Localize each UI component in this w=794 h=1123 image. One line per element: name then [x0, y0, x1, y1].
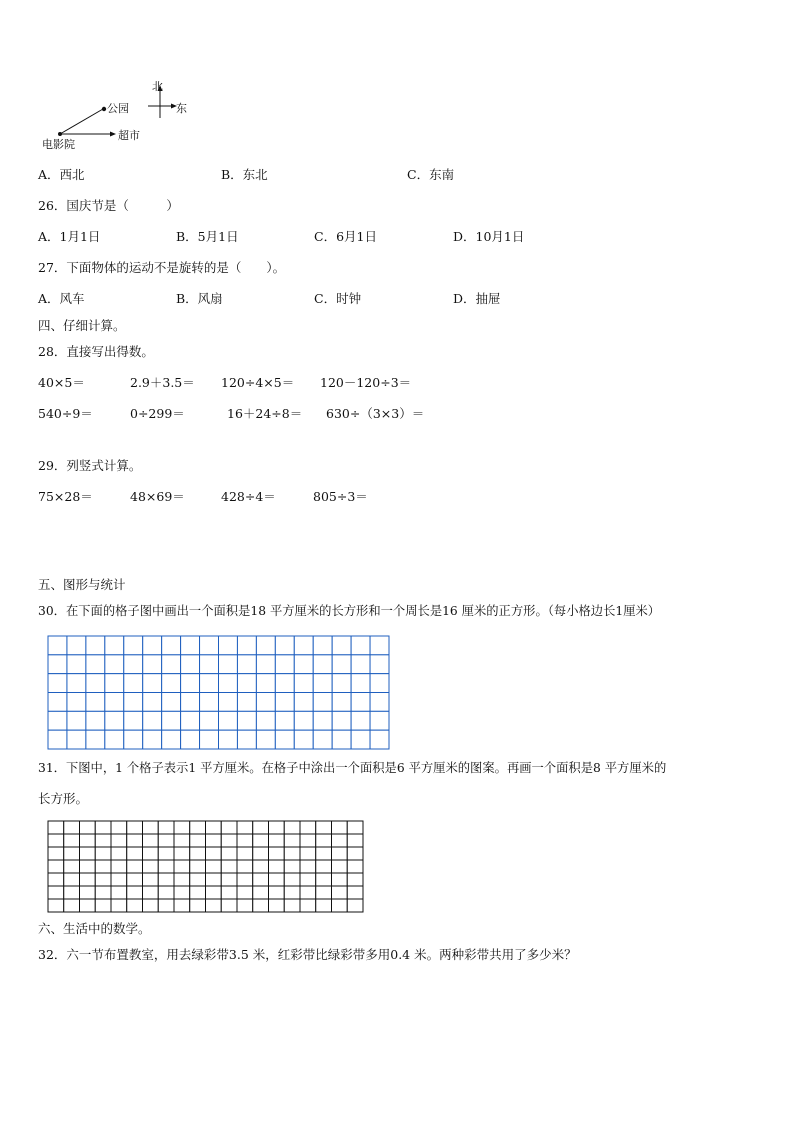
q31-grid-cell[interactable] — [237, 899, 253, 912]
q30-grid-cell[interactable] — [332, 674, 351, 693]
q30-grid-cell[interactable] — [105, 655, 124, 674]
q31-grid-cell[interactable] — [143, 847, 159, 860]
section-6-title: 六、生活中的数学。 — [38, 921, 151, 936]
q31-grid-cell[interactable] — [347, 847, 363, 860]
q30-grid-cell[interactable] — [332, 711, 351, 730]
q30-grid-cell[interactable] — [86, 711, 105, 730]
q31-grid-cell[interactable] — [127, 821, 143, 834]
q31-grid-cell[interactable] — [269, 886, 285, 899]
q30-grid-cell[interactable] — [86, 655, 105, 674]
q31-grid-cell[interactable] — [143, 834, 159, 847]
q30-grid-cell[interactable] — [219, 674, 238, 693]
section-4-title: 四、仔细计算。 — [38, 318, 126, 333]
q30-grid[interactable] — [47, 635, 390, 750]
q31-grid-cell[interactable] — [95, 821, 111, 834]
q30-grid-cell[interactable] — [48, 711, 67, 730]
q31-grid-cell[interactable] — [190, 873, 206, 886]
q31-grid-cell[interactable] — [143, 886, 159, 899]
q30-grid-cell[interactable] — [256, 711, 275, 730]
park-label: 公园 — [107, 102, 129, 115]
q30-grid-cell[interactable] — [200, 655, 219, 674]
q31-grid-cell[interactable] — [300, 834, 316, 847]
section-5-title: 五、图形与统计 — [38, 577, 126, 592]
q26-stem: 26．国庆节是（ ） — [38, 198, 179, 213]
q31-grid-cell[interactable] — [284, 834, 300, 847]
q30-grid-cell[interactable] — [370, 636, 389, 655]
q30-grid-cell[interactable] — [219, 693, 238, 712]
q30-grid-cell[interactable] — [143, 655, 162, 674]
east-label: 东 — [176, 102, 187, 115]
q31-grid-cell[interactable] — [95, 834, 111, 847]
q31-grid-cell[interactable] — [300, 821, 316, 834]
q31-grid-cell[interactable] — [206, 821, 222, 834]
q30-grid-cell[interactable] — [370, 730, 389, 749]
q27-option-c: C．时钟 — [314, 291, 362, 306]
q31-grid-cell[interactable] — [158, 834, 174, 847]
q28-item-6: 0÷299＝ — [130, 406, 185, 421]
q26-option-d: D．10月1日 — [453, 229, 525, 244]
q30-grid-cell[interactable] — [370, 655, 389, 674]
q31-grid-cell[interactable] — [48, 873, 64, 886]
q30-grid-cell[interactable] — [162, 674, 181, 693]
q31-grid-cell[interactable] — [332, 847, 348, 860]
q30-grid-cell[interactable] — [294, 636, 313, 655]
q31-grid-cell[interactable] — [253, 834, 269, 847]
q31-stem-line1: 31．下图中，1 个格子表示1 平方厘米。在格子中涂出一个面积是6 平方厘米的图案。再画一个面积是8 平方厘米的 — [38, 761, 667, 775]
q31-grid-cell[interactable] — [269, 873, 285, 886]
q31-grid-cell[interactable] — [158, 873, 174, 886]
q31-grid-cell[interactable] — [64, 873, 80, 886]
q27-option-b: B．风扇 — [176, 291, 223, 306]
q30-grid-cell[interactable] — [313, 730, 332, 749]
q31-grid-cell[interactable] — [111, 886, 127, 899]
q30-grid-cell[interactable] — [86, 636, 105, 655]
q31-grid-cell[interactable] — [316, 899, 332, 912]
q30-grid-cell[interactable] — [48, 636, 67, 655]
q30-grid-cell[interactable] — [351, 730, 370, 749]
q31-grid-cell[interactable] — [64, 821, 80, 834]
q31-grid-cell[interactable] — [284, 873, 300, 886]
q31-grid-cell[interactable] — [127, 899, 143, 912]
q31-grid-cell[interactable] — [316, 873, 332, 886]
q31-grid-cell[interactable] — [269, 899, 285, 912]
q27-stem: 27．下面物体的运动不是旋转的是（ ）。 — [38, 260, 286, 275]
q30-grid-cell[interactable] — [86, 674, 105, 693]
q31-grid-cell[interactable] — [143, 873, 159, 886]
q30-grid-cell[interactable] — [219, 730, 238, 749]
q31-grid-cell[interactable] — [347, 821, 363, 834]
q31-grid-cell[interactable] — [253, 899, 269, 912]
q30-grid-cell[interactable] — [143, 674, 162, 693]
q30-grid-cell[interactable] — [181, 711, 200, 730]
q31-grid-cell[interactable] — [158, 899, 174, 912]
q30-grid-cell[interactable] — [200, 674, 219, 693]
q31-grid-cell[interactable] — [206, 873, 222, 886]
q32-stem: 32．六一节布置教室，用去绿彩带3.5 米，红彩带比绿彩带多用0.4 米。两种彩带共用了多少米？ — [38, 947, 577, 962]
q28-item-7: 16＋24÷8＝ — [227, 406, 303, 421]
cinema-label: 电影院 — [42, 138, 75, 151]
q30-grid-cell[interactable] — [124, 693, 143, 712]
q29-stem: 29．列竖式计算。 — [38, 458, 142, 473]
q30-grid-cell[interactable] — [332, 730, 351, 749]
q30-grid-cell[interactable] — [313, 655, 332, 674]
q30-grid-cell[interactable] — [181, 674, 200, 693]
q30-grid-cell[interactable] — [124, 655, 143, 674]
north-label: 北 — [152, 80, 163, 93]
q31-grid-cell[interactable] — [111, 834, 127, 847]
q30-grid-cell[interactable] — [67, 730, 86, 749]
q30-grid-cell[interactable] — [275, 711, 294, 730]
q31-grid-cell[interactable] — [127, 886, 143, 899]
supermarket-label: 超市 — [118, 129, 140, 142]
q30-grid-cell[interactable] — [162, 655, 181, 674]
q30-grid-cell[interactable] — [275, 693, 294, 712]
q30-grid-cell[interactable] — [200, 636, 219, 655]
q30-grid-cell[interactable] — [256, 655, 275, 674]
q29-item-4: 805÷3＝ — [313, 489, 368, 504]
q30-grid-cell[interactable] — [237, 674, 256, 693]
q31-grid-cell[interactable] — [237, 860, 253, 873]
q30-grid-cell[interactable] — [200, 730, 219, 749]
q31-grid-cell[interactable] — [347, 834, 363, 847]
q30-grid-cell[interactable] — [275, 636, 294, 655]
q31-grid-cell[interactable] — [158, 821, 174, 834]
q30-grid-cell[interactable] — [256, 693, 275, 712]
q31-grid-cell[interactable] — [48, 834, 64, 847]
q29-item-1: 75×28＝ — [38, 489, 93, 504]
q31-grid-cell[interactable] — [253, 847, 269, 860]
q31-grid-cell[interactable] — [80, 873, 96, 886]
q26-option-a: A．1月1日 — [38, 229, 101, 244]
q30-grid-cell[interactable] — [67, 711, 86, 730]
q30-grid-cell[interactable] — [200, 711, 219, 730]
q31-grid-cell[interactable] — [316, 834, 332, 847]
q31-grid-cell[interactable] — [347, 860, 363, 873]
q30-grid-cell[interactable] — [256, 674, 275, 693]
q31-grid-cell[interactable] — [221, 834, 237, 847]
q25-option-c: C．东南 — [407, 167, 455, 182]
q31-grid-cell[interactable] — [300, 873, 316, 886]
q31-grid-cell[interactable] — [111, 899, 127, 912]
q30-grid-cell[interactable] — [237, 693, 256, 712]
q31-grid-cell[interactable] — [158, 847, 174, 860]
q31-grid-cell[interactable] — [64, 834, 80, 847]
q27-option-d: D．抽屉 — [453, 291, 501, 306]
q31-grid-cell[interactable] — [237, 834, 253, 847]
q31-grid-cell[interactable] — [284, 886, 300, 899]
q30-stem: 30．在下面的格子图中画出一个面积是18 平方厘米的长方形和一个周长是16 厘米的正方形。（每小格边长1厘米） — [38, 604, 661, 618]
q31-grid-cell[interactable] — [111, 873, 127, 886]
q31-grid-cell[interactable] — [174, 847, 190, 860]
q30-grid-cell[interactable] — [67, 655, 86, 674]
q31-grid-cell[interactable] — [253, 860, 269, 873]
q30-grid-cell[interactable] — [105, 730, 124, 749]
q31-grid-cell[interactable] — [127, 873, 143, 886]
q31-grid-cell[interactable] — [332, 834, 348, 847]
q30-grid-cell[interactable] — [332, 636, 351, 655]
q30-grid-cell[interactable] — [237, 711, 256, 730]
q30-grid-cell[interactable] — [294, 674, 313, 693]
q29-item-3: 428÷4＝ — [221, 489, 276, 504]
q31-grid-cell[interactable] — [206, 899, 222, 912]
q31-grid-cell[interactable] — [221, 873, 237, 886]
q31-grid-cell[interactable] — [332, 899, 348, 912]
q31-grid-cell[interactable] — [347, 873, 363, 886]
q31-grid-cell[interactable] — [48, 847, 64, 860]
q31-grid[interactable] — [47, 820, 364, 913]
q30-grid-cell[interactable] — [313, 693, 332, 712]
q31-grid-cell[interactable] — [64, 847, 80, 860]
q31-grid-cell[interactable] — [253, 886, 269, 899]
q30-grid-cell[interactable] — [275, 674, 294, 693]
q30-grid-cell[interactable] — [162, 730, 181, 749]
q31-grid-cell[interactable] — [111, 821, 127, 834]
q31-grid-cell[interactable] — [143, 821, 159, 834]
q30-grid-cell[interactable] — [48, 730, 67, 749]
q31-grid-cell[interactable] — [284, 847, 300, 860]
q30-grid-cell[interactable] — [181, 655, 200, 674]
q30-grid-cell[interactable] — [294, 655, 313, 674]
q31-grid-cell[interactable] — [48, 886, 64, 899]
q31-grid-cell[interactable] — [300, 899, 316, 912]
q30-grid-cell[interactable] — [332, 655, 351, 674]
q31-grid-cell[interactable] — [80, 886, 96, 899]
q31-grid-cell[interactable] — [316, 886, 332, 899]
q30-grid-cell[interactable] — [275, 655, 294, 674]
q28-stem: 28．直接写出得数。 — [38, 344, 154, 359]
q30-grid-cell[interactable] — [351, 693, 370, 712]
q31-grid-cell[interactable] — [127, 834, 143, 847]
q31-grid-cell[interactable] — [221, 860, 237, 873]
q30-grid-cell[interactable] — [351, 636, 370, 655]
q31-grid-cell[interactable] — [221, 886, 237, 899]
q30-grid-cell[interactable] — [162, 636, 181, 655]
q30-grid-cell[interactable] — [86, 693, 105, 712]
q31-grid-cell[interactable] — [190, 886, 206, 899]
q31-grid-cell[interactable] — [221, 821, 237, 834]
q31-grid-cell[interactable] — [48, 821, 64, 834]
q31-grid-cell[interactable] — [127, 860, 143, 873]
q30-grid-cell[interactable] — [105, 674, 124, 693]
q30-grid-cell[interactable] — [181, 693, 200, 712]
q31-grid-cell[interactable] — [332, 860, 348, 873]
q31-grid-cell[interactable] — [190, 834, 206, 847]
q30-grid-cell[interactable] — [124, 730, 143, 749]
q31-grid-cell[interactable] — [95, 886, 111, 899]
q30-grid-cell[interactable] — [181, 636, 200, 655]
direction-map — [36, 76, 206, 156]
q30-grid-cell[interactable] — [351, 674, 370, 693]
q26-option-b: B．5月1日 — [176, 229, 239, 244]
q31-grid-cell[interactable] — [143, 899, 159, 912]
q31-grid-cell[interactable] — [332, 873, 348, 886]
q31-grid-cell[interactable] — [253, 821, 269, 834]
q30-grid-cell[interactable] — [124, 674, 143, 693]
q31-grid-cell[interactable] — [237, 873, 253, 886]
q30-grid-cell[interactable] — [294, 711, 313, 730]
q31-grid-cell[interactable] — [64, 899, 80, 912]
q31-grid-cell[interactable] — [206, 886, 222, 899]
q30-grid-cell[interactable] — [275, 730, 294, 749]
q30-grid-cell[interactable] — [370, 674, 389, 693]
q30-grid-cell[interactable] — [124, 636, 143, 655]
q30-grid-cell[interactable] — [48, 674, 67, 693]
q31-grid-cell[interactable] — [111, 847, 127, 860]
q31-grid-cell[interactable] — [269, 847, 285, 860]
q31-grid-cell[interactable] — [95, 873, 111, 886]
q30-grid-cell[interactable] — [370, 693, 389, 712]
q28-item-8: 630÷（3×3）＝ — [326, 406, 425, 421]
q31-grid-cell[interactable] — [221, 847, 237, 860]
q30-grid-cell[interactable] — [256, 636, 275, 655]
q31-grid-cell[interactable] — [300, 860, 316, 873]
q30-grid-cell[interactable] — [86, 730, 105, 749]
q30-grid-cell[interactable] — [200, 693, 219, 712]
q31-stem-line2: 长方形。 — [38, 791, 89, 806]
q30-grid-cell[interactable] — [143, 693, 162, 712]
q30-grid-cell[interactable] — [313, 636, 332, 655]
q25-option-a: A．西北 — [38, 167, 85, 182]
q31-grid-cell[interactable] — [206, 847, 222, 860]
q30-grid-cell[interactable] — [219, 655, 238, 674]
q30-grid-cell[interactable] — [105, 693, 124, 712]
q30-grid-cell[interactable] — [351, 655, 370, 674]
q31-grid-cell[interactable] — [332, 886, 348, 899]
q31-grid-cell[interactable] — [174, 821, 190, 834]
q31-grid-cell[interactable] — [206, 860, 222, 873]
q30-grid-cell[interactable] — [162, 693, 181, 712]
q31-grid-cell[interactable] — [64, 860, 80, 873]
q31-grid-cell[interactable] — [48, 899, 64, 912]
q31-grid-cell[interactable] — [64, 886, 80, 899]
q28-item-4: 120－120÷3＝ — [320, 375, 412, 390]
q31-grid-cell[interactable] — [80, 821, 96, 834]
q25-option-b: B．东北 — [221, 167, 268, 182]
q31-grid-cell[interactable] — [300, 886, 316, 899]
q31-grid-cell[interactable] — [284, 860, 300, 873]
q30-grid-cell[interactable] — [67, 674, 86, 693]
q31-grid-cell[interactable] — [190, 899, 206, 912]
q28-item-1: 40×5＝ — [38, 375, 85, 390]
q30-grid-cell[interactable] — [124, 711, 143, 730]
q30-grid-cell[interactable] — [162, 711, 181, 730]
q26-option-c: C．6月1日 — [314, 229, 377, 244]
q30-grid-cell[interactable] — [219, 636, 238, 655]
q30-grid-cell[interactable] — [67, 636, 86, 655]
q31-grid-cell[interactable] — [174, 899, 190, 912]
q30-grid-cell[interactable] — [67, 693, 86, 712]
q31-grid-cell[interactable] — [269, 860, 285, 873]
q31-grid-cell[interactable] — [80, 899, 96, 912]
q30-grid-cell[interactable] — [48, 655, 67, 674]
q30-grid-cell[interactable] — [237, 636, 256, 655]
q31-grid-cell[interactable] — [206, 834, 222, 847]
q30-grid-cell[interactable] — [143, 711, 162, 730]
q31-grid-cell[interactable] — [95, 899, 111, 912]
q28-item-5: 540÷9＝ — [38, 406, 93, 421]
q30-grid-cell[interactable] — [313, 674, 332, 693]
q29-item-2: 48×69＝ — [130, 489, 185, 504]
q30-grid-cell[interactable] — [313, 711, 332, 730]
q31-grid-cell[interactable] — [316, 847, 332, 860]
q31-grid-cell[interactable] — [300, 847, 316, 860]
q27-option-a: A．风车 — [38, 291, 85, 306]
q28-item-2: 2.9＋3.5＝ — [130, 375, 195, 390]
q31-grid-cell[interactable] — [158, 886, 174, 899]
q31-grid-cell[interactable] — [80, 847, 96, 860]
q31-grid-cell[interactable] — [174, 873, 190, 886]
q31-grid-cell[interactable] — [158, 860, 174, 873]
q30-grid-cell[interactable] — [105, 711, 124, 730]
q31-grid-cell[interactable] — [269, 834, 285, 847]
q31-grid-cell[interactable] — [316, 860, 332, 873]
q31-grid-cell[interactable] — [80, 834, 96, 847]
q30-grid-cell[interactable] — [294, 730, 313, 749]
q31-grid-cell[interactable] — [190, 821, 206, 834]
q31-grid-cell[interactable] — [347, 886, 363, 899]
q31-grid-cell[interactable] — [237, 847, 253, 860]
q28-item-3: 120÷4×5＝ — [221, 375, 295, 390]
q31-grid-cell[interactable] — [253, 873, 269, 886]
q30-grid-cell[interactable] — [143, 730, 162, 749]
q30-grid-cell[interactable] — [143, 636, 162, 655]
q30-grid-cell[interactable] — [219, 711, 238, 730]
q30-grid-cell[interactable] — [237, 655, 256, 674]
q30-grid-cell[interactable] — [370, 711, 389, 730]
q30-grid-cell[interactable] — [294, 693, 313, 712]
q31-grid-cell[interactable] — [284, 821, 300, 834]
q31-grid-cell[interactable] — [237, 821, 253, 834]
q30-grid-cell[interactable] — [332, 693, 351, 712]
q30-grid-cell[interactable] — [237, 730, 256, 749]
q31-grid-cell[interactable] — [80, 860, 96, 873]
q31-grid-cell[interactable] — [190, 860, 206, 873]
q30-grid-cell[interactable] — [181, 730, 200, 749]
q31-grid-cell[interactable] — [347, 899, 363, 912]
q30-grid-cell[interactable] — [48, 693, 67, 712]
q31-grid-cell[interactable] — [269, 821, 285, 834]
q31-grid-cell[interactable] — [174, 886, 190, 899]
q31-grid-cell[interactable] — [221, 899, 237, 912]
q31-grid-cell[interactable] — [190, 847, 206, 860]
q31-grid-cell[interactable] — [143, 860, 159, 873]
q30-grid-cell[interactable] — [351, 711, 370, 730]
q31-grid-cell[interactable] — [332, 821, 348, 834]
q31-grid-cell[interactable] — [111, 860, 127, 873]
q30-grid-cell[interactable] — [256, 730, 275, 749]
q31-grid-cell[interactable] — [237, 886, 253, 899]
q31-grid-cell[interactable] — [127, 847, 143, 860]
q31-grid-cell[interactable] — [95, 847, 111, 860]
q31-grid-cell[interactable] — [284, 899, 300, 912]
q30-grid-cell[interactable] — [105, 636, 124, 655]
q31-grid-cell[interactable] — [95, 860, 111, 873]
q31-grid-cell[interactable] — [174, 860, 190, 873]
q31-grid-cell[interactable] — [48, 860, 64, 873]
q31-grid-cell[interactable] — [316, 821, 332, 834]
q31-grid-cell[interactable] — [174, 834, 190, 847]
